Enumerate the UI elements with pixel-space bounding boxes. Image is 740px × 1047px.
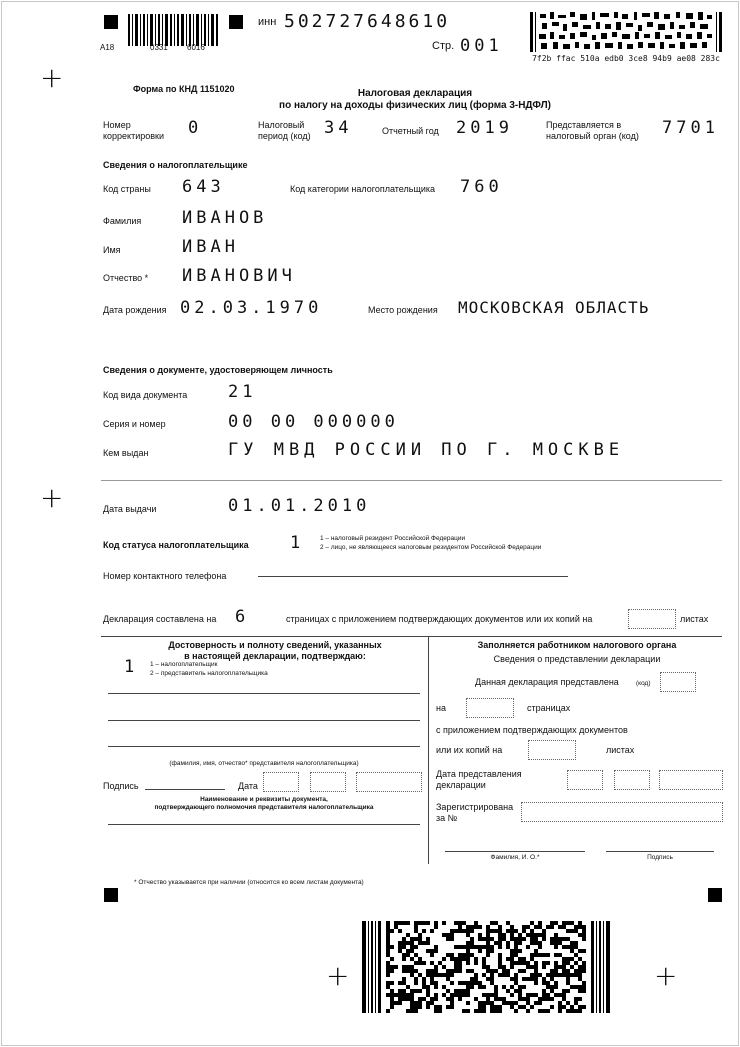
divider [101,480,722,481]
country-value: 643 [182,177,225,197]
representative-line-2[interactable] [108,720,420,721]
form-title [250,88,580,112]
authority-doc-line2: подтверждающего полномочия представителя налогоплательщика [154,804,374,811]
correction-label: Номер корректировки [103,120,165,141]
birthplace-value: МОСКОВСКАЯ ОБЛАСТЬ [458,298,650,317]
pages-prefix: Декларация составлена на [103,614,217,624]
page-label: Стр. [432,40,455,52]
pages-suffix: листах [680,614,709,624]
confirm-value: 1 [124,657,139,677]
year-value: 2019 [456,118,513,138]
submission-month-field[interactable] [614,770,650,790]
birthdate-label: Дата рождения [103,305,167,315]
confirm-title-line1: Достоверность и полноту сведений, указанных [168,640,382,650]
doc-issuer-value: ГУ МВД РОССИИ ПО Г. МОСКВЕ [228,440,625,460]
pages-middle: страницах с приложением подтверждающих документов или их копий на [286,614,593,624]
with-docs-label: с приложением подтверждающих документов [436,725,628,735]
submission-date-label [436,769,546,791]
copies-label: или их копий на [436,745,503,755]
clerk-signature-line[interactable] [606,851,714,852]
registered-line2: за № [436,813,458,823]
date-year-field[interactable] [356,772,422,792]
clerk-name-line[interactable] [445,851,585,852]
phone-label: Номер контактного телефона [103,571,227,581]
authority-doc-caption [108,796,420,812]
submission-code-field[interactable] [660,672,696,692]
office-subtitle: Сведения о представлении декларации [493,654,661,664]
name-label: Имя [103,245,121,255]
submission-day-field[interactable] [567,770,603,790]
submitted-code-label: (код) [636,680,651,687]
patronymic-value: ИВАНОВИЧ [182,266,296,286]
block-top-line [101,636,722,637]
authority-doc-line[interactable] [108,824,420,825]
corner-marker-top-left [104,15,118,29]
barcode-linear [128,14,220,46]
doc-type-value: 21 [228,382,257,402]
confirm-option-1: 1 – налогоплательщик [150,661,218,668]
representative-caption: (фамилия, имя, отчество* представителя налогоплательщика) [169,760,359,767]
copies-count-field[interactable] [528,740,576,760]
registration-cross-icon: + [326,959,350,992]
representative-line-1[interactable] [108,693,420,694]
registration-cross-icon: + [40,61,64,94]
form-code-c: 6016 [187,43,205,52]
date-month-field[interactable] [310,772,346,792]
period-label: Налоговый период (код) [258,120,311,141]
on-label: на [436,703,446,713]
barcode-caption: 7f2b ffac 510a edb0 3ce8 94b9 ae08 283c [532,54,720,63]
phone-line[interactable] [258,576,568,577]
form-code-a: A18 [100,43,115,52]
registered-label [436,802,526,824]
form-title-line2: по налогу на доходы физических лиц (форма 3-НДФЛ) [279,100,551,111]
document-section-title: Сведения о документе, удостоверяющем личность [103,365,333,375]
submitted-label: Данная декларация представлена [475,677,619,687]
period-value: 34 [324,118,353,138]
pages-value: 6 [235,607,250,627]
bottom-barcode [362,921,610,1013]
status-label: Код статуса налогоплательщика [103,540,249,550]
category-value: 760 [460,177,503,197]
footnote: * Отчество указывается при наличии (относится ко всем листам документа) [134,879,364,886]
signature-line[interactable] [145,789,225,790]
corner-marker-bottom-right [708,888,722,902]
status-value: 1 [290,533,305,553]
birthplace-label: Место рождения [368,305,438,315]
corner-marker-top-mid [229,15,243,29]
doc-series-value: 00 00 000000 [228,412,399,432]
doc-series-label: Серия и номер [103,419,166,429]
page-value: 001 [460,36,503,56]
barcode-2d [530,12,722,52]
inn-value: 502727648610 [284,11,451,32]
sheets-word: листах [606,745,635,755]
form-title-line1: Налоговая декларация [357,88,473,99]
birthdate-value: 02.03.1970 [180,298,323,318]
submission-year-field[interactable] [659,770,723,790]
submission-date-line1: Дата представления [436,769,522,779]
representative-line-3[interactable] [108,746,420,747]
block-divider [428,636,429,864]
date-label: Дата [238,781,258,791]
pages-count-field[interactable] [466,698,514,718]
doc-issuer-label: Кем выдан [103,448,149,458]
correction-value: 0 [188,118,203,138]
inn-label: инн [258,16,277,28]
registration-number-field[interactable] [521,802,723,822]
patronymic-label: Отчество * [103,273,149,283]
surname-label: Фамилия [103,216,142,226]
clerk-signature-caption: Подпись [647,854,673,861]
category-label: Код категории налогоплательщика [290,184,436,194]
taxpayer-section-title: Сведения о налогоплательщике [103,160,248,170]
form-knd: Форма по КНД 1151020 [133,84,235,94]
registration-cross-icon: + [40,481,64,514]
doc-type-label: Код вида документа [103,390,188,400]
confirm-option-2: 2 – представитель налогоплательщика [150,670,268,677]
year-label: Отчетный год [382,126,439,136]
date-day-field[interactable] [263,772,299,792]
corner-marker-bottom-left [104,888,118,902]
doc-issue-date-value: 01.01.2010 [228,496,371,516]
confirm-title-line2: в настоящей декларации, подтверждаю: [184,651,366,661]
doc-issue-date-label: Дата выдачи [103,504,157,514]
clerk-name-caption: Фамилия, И. О.* [490,854,540,861]
form-code-b: 0331 [150,43,168,52]
status-option-2: 2 – лицо, не являющееся налоговым резидентом Российской Федерации [320,544,542,551]
registered-line1: Зарегистрирована [436,802,514,812]
office-title: Заполняется работником налогового органа [477,640,677,650]
authority-label: Представляется в налоговый орган (код) [546,120,639,141]
surname-value: ИВАНОВ [182,208,268,228]
confirm-title [130,640,420,662]
attachment-sheets-field[interactable] [628,609,676,629]
registration-cross-icon: + [654,959,678,992]
status-option-1: 1 – налоговый резидент Российской Федерации [320,535,466,542]
pages-word: страницах [527,703,571,713]
country-label: Код страны [103,184,151,194]
signature-label: Подпись [103,781,139,791]
name-value: ИВАН [182,237,239,257]
submission-date-line2: декларации [436,780,486,790]
authority-value: 7701 [662,118,719,138]
authority-doc-line1: Наименование и реквизиты документа, [200,796,328,803]
